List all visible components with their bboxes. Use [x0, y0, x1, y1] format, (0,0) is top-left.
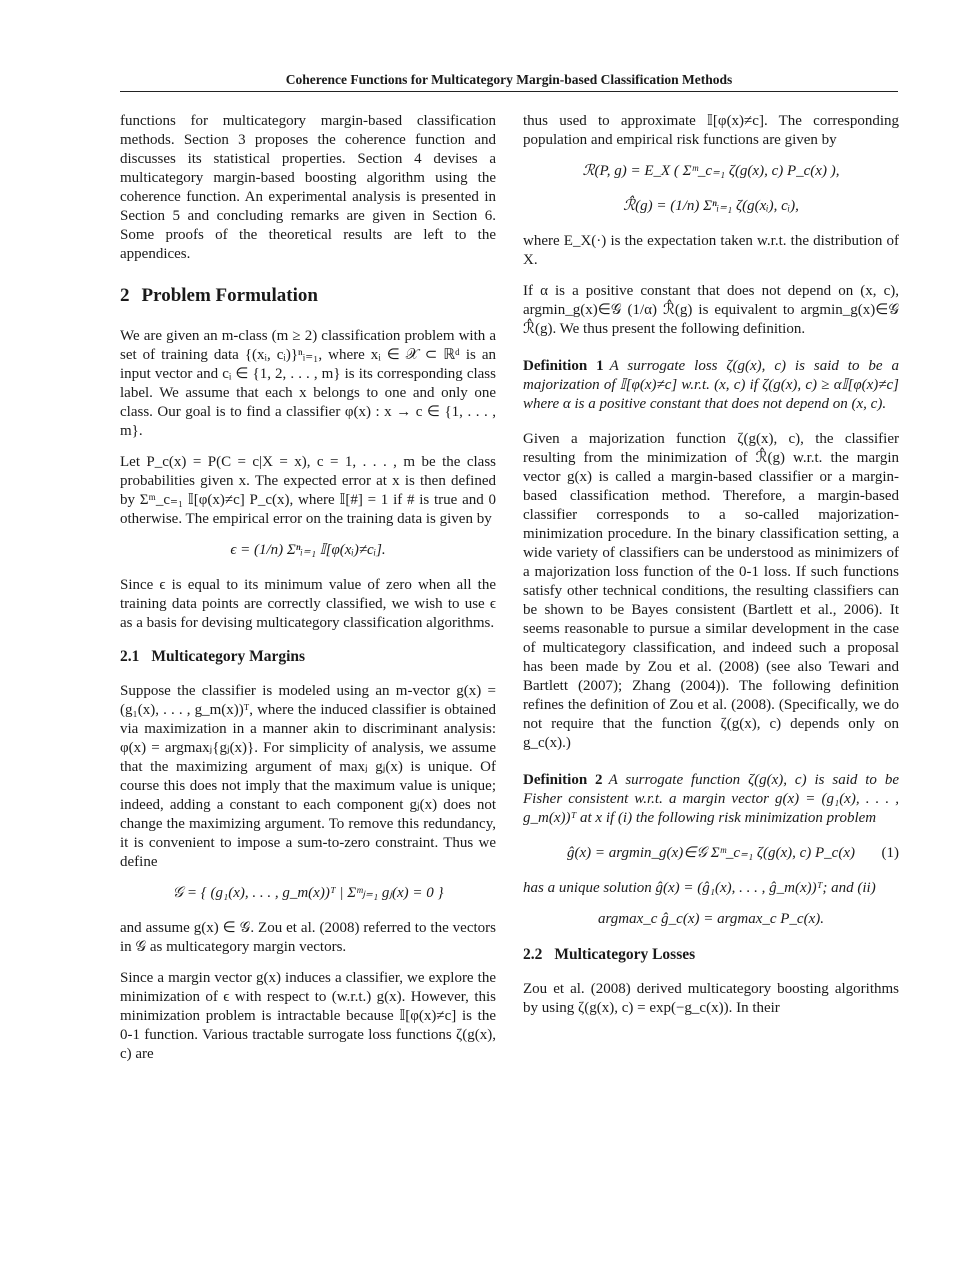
running-header: Coherence Functions for Multicategory Margin-based Classification Methods — [285, 72, 733, 87]
subsection-title: Multicategory Margins — [151, 648, 306, 665]
subsection-2-2-heading — [523, 945, 899, 964]
subsection-2-1-heading — [120, 647, 496, 666]
subsection-title: Multicategory Losses — [554, 946, 696, 963]
section-title: Problem Formulation — [141, 285, 318, 306]
expectation-paragraph: where E_X(·) is the expectation taken w.r.t. the distribution of X. — [523, 233, 899, 268]
minimum-paragraph: Since ϵ is equal to its minimum value of zero when all the training data points are correctly classified, we wish to use ϵ as a basis for devising multicategory classification algorithms. — [120, 577, 496, 631]
majorization-paragraph: Given a majorization function ζ(g(x), c), the classifier resulting from the minimization of ℛ̂(g) w.r.t. the margin vector g(x) is called a margin-based classifier or a margin-based classification method. Therefore, a margin-based classifier corresponds to a so-called majorization-minimization procedure. In the binary classification setting, a wide variety of classifiers can be understood as minimizers of a majorization loss function of the 0-1 loss. If such functions satisfy other technical conditions, the resulting classifiers can be shown to be Bayes consistent (Bartlett et al., 2006). It seems reasonable to pursue a similar development in the case of multicategory classification, and indeed such a proposal has been made by Zou et al. (2008) (see also Tewari and Bartlett (2007); Zhang (2004)). The following definition refines the definition of Zou et al. (2008). (Specifically, we do not require that the function ζ(g(x), c) depends only on g_c(x).) — [523, 431, 899, 751]
risk-intro-paragraph: thus used to approximate 𝕀[φ(x)≠c]. The corresponding population and empirical risk functions are given by — [523, 113, 899, 148]
equation-1-body: ĝ(x) = argmin_g(x)∈𝒢 Σᵐ_c₌₁ ζ(g(x), c) P_c(x) — [567, 845, 855, 861]
section-2-heading — [120, 286, 496, 305]
definition-2 — [523, 771, 899, 828]
definition-body: A surrogate loss ζ(g(x), c) is said to be a majorization of 𝕀[φ(x)≠c] w.r.t. (x, c) if ζ(g(x), c) ≥ α𝕀[φ(x)≠c] where α is a positive constant that does not depend on (x, c). — [523, 358, 900, 412]
probability-paragraph: Let P_c(x) = P(C = c|X = x), c = 1, . . . , m be the class probabilities given x. The expected error at x is then defined by Σᵐ_c₌₁ 𝕀[φ(x)≠c] P_c(x), where 𝕀[#] = 1 if # is true and 0 otherwise. The empirical error on the training data is given by — [120, 454, 496, 527]
definition-1 — [523, 357, 899, 414]
surrogate-paragraph: Since a margin vector g(x) induces a classifier, we explore the minimization of ϵ with respect to (w.r.t.) g(x). However, this minimization problem is intractable because 𝕀[φ(x)≠c] is the 0-1 function. Various tractable surrogate loss functions ζ(g(x), c) are — [120, 970, 496, 1062]
margin-vector-paragraph: Suppose the classifier is modeled using an m-vector g(x) = (g₁(x), . . . , g_m(x))ᵀ, where the induced classifier is obtained via maximization in a manner akin to discriminant analysis: φ(x) = argmaxⱼ{gⱼ(x)}. For simplicity of analysis, we assume that the maximizing argument of maxⱼ gⱼ(x) is unique. Of course this does not imply that the maximum value is unique; indeed, adding a constant to each component gⱼ(x) does not change the maximizing argument. To remove this redundancy, it is convenient to impose a sum-to-zero constraint. Thus we define — [120, 683, 496, 870]
right-column — [523, 112, 899, 1030]
equation-1 — [523, 844, 899, 863]
definition-2-continuation: has a unique solution ĝ(x) = (ĝ₁(x), . . . , ĝ_m(x))ᵀ; and (ii) — [523, 880, 876, 896]
empirical-error-equation: ϵ = (1/n) Σⁿᵢ₌₁ 𝕀[φ(xᵢ)≠cᵢ]. — [230, 542, 386, 558]
subsection-number: 2.1 — [120, 648, 140, 665]
definition-label: Definition 2 — [523, 772, 603, 788]
empirical-risk-equation: ℛ̂(g) = (1/n) Σⁿᵢ₌₁ ζ(g(xᵢ), cᵢ), — [623, 198, 799, 214]
losses-paragraph: Zou et al. (2008) derived multicategory boosting algorithms by using ζ(g(x), c) = exp(−g_c(x)). In their — [523, 981, 899, 1016]
definition-body: A surrogate function ζ(g(x), c) is said to be Fisher consistent w.r.t. a margin vector g(x) = (g₁(x), . . . , g_m(x))ᵀ at x if (i) the following risk minimization problem — [523, 772, 899, 826]
definition-label: Definition 1 — [523, 358, 604, 374]
header-rule — [120, 91, 898, 92]
equation-number: (1) — [881, 845, 899, 861]
intro-paragraph: functions for multicategory margin-based classification methods. Section 3 proposes the coherence function and discusses its statistical properties. Section 4 devises a multicategory margin-based boosting algorithm using the coherence function. An experimental analysis is presented in Section 5 and concluding remarks are given in Section 6. Some proofs of the theoretical results are left to the appendices. — [120, 113, 496, 262]
assume-paragraph: and assume g(x) ∈ 𝒢. Zou et al. (2008) referred to the vectors in 𝒢 as multicategory margin vectors. — [120, 920, 496, 955]
population-risk-equation: ℛ(P, g) = E_X ( Σᵐ_c₌₁ ζ(g(x), c) P_c(x) ), — [582, 163, 840, 179]
section-number: 2 — [120, 285, 130, 306]
subsection-number: 2.2 — [523, 946, 543, 963]
argmax-equation: argmax_c ĝ_c(x) = argmax_c P_c(x). — [597, 911, 824, 927]
left-column — [120, 112, 496, 1076]
alpha-paragraph: If α is a positive constant that does not depend on (x, c), argmin_g(x)∈𝒢 (1/α) ℛ̂(g) is equivalent to argmin_g(x)∈𝒢 ℛ̂(g). We thus present the following definition. — [523, 283, 899, 337]
margin-set-equation: 𝒢 = { (g₁(x), . . . , g_m(x))ᵀ | Σᵐⱼ₌₁ gⱼ(x) = 0 } — [172, 885, 444, 901]
setup-paragraph: We are given an m-class (m ≥ 2) classification problem with a set of training data {(xᵢ, cᵢ)}ⁿᵢ₌₁, where xᵢ ∈ 𝒳 ⊂ ℝᵈ is an input vector and cᵢ ∈ {1, 2, . . . , m} is its corresponding class label. We assume that each x belongs to one and only one class. Our goal is to find a classifier φ(x) : x → c ∈ {1, . . . , m}. — [120, 328, 496, 439]
